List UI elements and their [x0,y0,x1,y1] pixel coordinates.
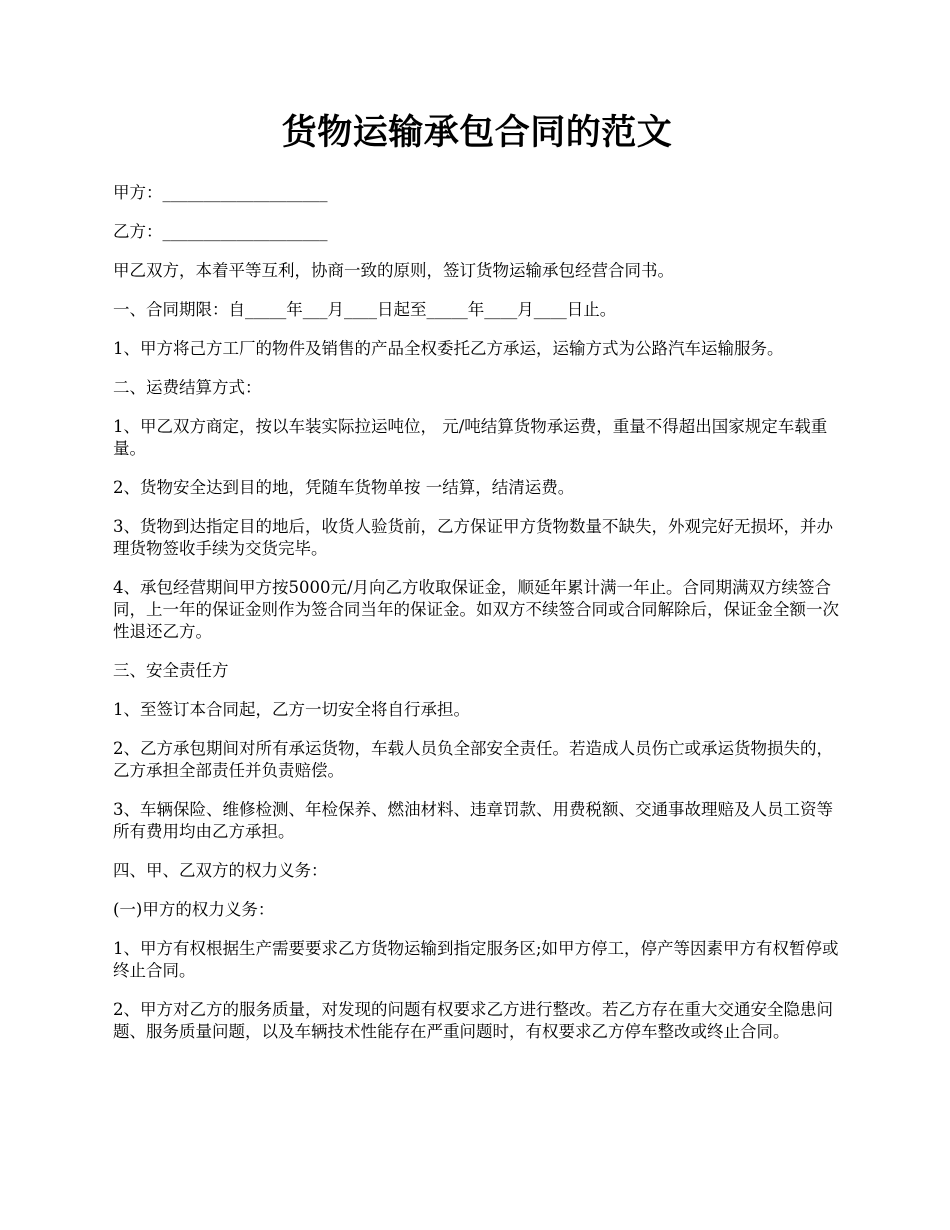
party-a-line: 甲方：____________________ [113,183,328,202]
preamble-paragraph: 甲乙双方，本着平等互利，协商一致的原则，签订货物运输承包经营合同书。 [113,261,674,280]
clause-paragraph: 2、甲方对乙方的服务质量，对发现的问题有权要求乙方进行整改。若乙方存在重大交通安全隐患问题、服务质量问题，以及车辆技术性能存在严重问题时，有权要求乙方停车整改或终止合同。 [113,1000,833,1041]
clause-paragraph: 2、乙方承包期间对所有承运货物，车载人员负全部安全责任。若造成人员伤亡或承运货物损失的，乙方承担全部责任并负责赔偿。 [113,739,833,780]
section-heading-rights: 四、甲、乙双方的权力义务： [113,861,328,880]
clause-paragraph: 1、至签订本合同起，乙方一切安全将自行承担。 [113,700,470,719]
document-page [113,112,841,1060]
section-heading-safety: 三、安全责任方 [113,661,229,680]
section-heading-settlement: 二、运费结算方式： [113,378,262,397]
clause-paragraph: 1、甲方有权根据生产需要要求乙方货物运输到指定服务区;如甲方停工，停产等因素甲方有权暂停或终止合同。 [113,939,839,980]
section-heading-term: 一、合同期限：自_____年___月____日起至_____年____月____日止。 [113,300,617,319]
clause-paragraph: 3、货物到达指定目的地后，收货人验货前，乙方保证甲方货物数量不缺失，外观完好无损坏，并办理货物签收手续为交货完毕。 [113,517,833,558]
clause-paragraph: 1、甲方将己方工厂的物件及销售的产品全权委托乙方承运，运输方式为公路汽车运输服务。 [113,339,784,358]
document-title: 货物运输承包合同的范文 [281,112,673,153]
clause-paragraph: 3、车辆保险、维修检测、年检保养、燃油材料、违章罚款、用费税额、交通事故理赔及人员工资等所有费用均由乙方承担。 [113,800,833,841]
clause-paragraph: 2、货物安全达到目的地，凭随车货物单按 一结算，结清运费。 [113,478,575,497]
clause-paragraph: 1、甲乙双方商定，按以车装实际拉运吨位， 元/吨结算货物承运费，重量不得超出国家规定车载重量。 [113,417,828,458]
subsection-heading-party-a: (一)甲方的权力义务： [113,900,275,919]
party-b-line: 乙方：____________________ [113,222,328,241]
clause-paragraph: 4、承包经营期间甲方按5000元/月向乙方收取保证金，顺延年累计满一年止。合同期满双方续签合同，上一年的保证金则作为签合同当年的保证金。如双方不续签合同或合同解除后，保证金全额一次性退还乙方。 [113,578,839,641]
